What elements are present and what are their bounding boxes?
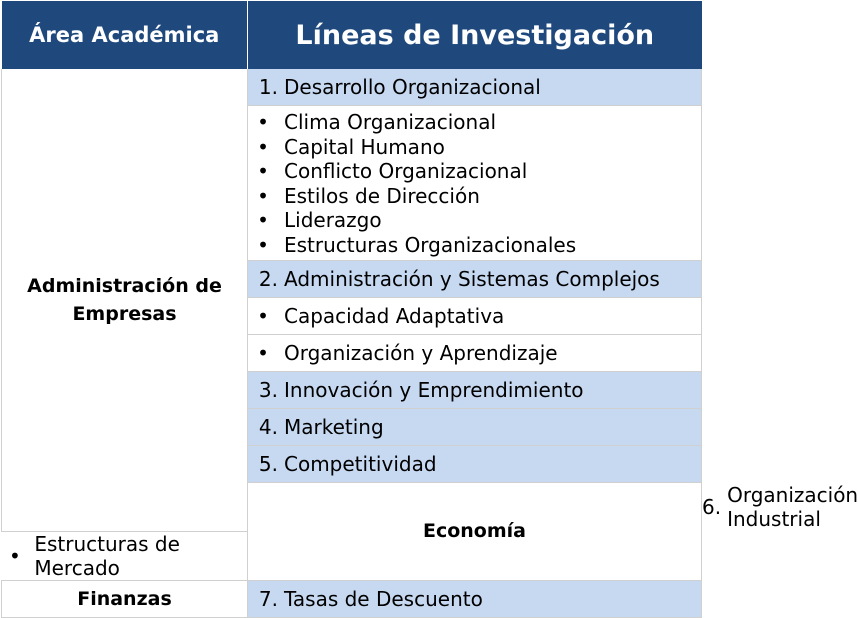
bullet-icon: • bbox=[257, 110, 269, 135]
bullet-icon: • bbox=[257, 183, 269, 208]
list-item bbox=[248, 233, 701, 258]
line-number: 2. bbox=[258, 267, 278, 291]
line-text: Tasas de Descuento bbox=[284, 586, 483, 611]
line-1 bbox=[248, 69, 702, 106]
line-number: 6. bbox=[702, 494, 722, 519]
header-area: Área Académica bbox=[2, 1, 248, 69]
line-text: Administración y Sistemas Complejos bbox=[284, 267, 660, 291]
table-row bbox=[2, 69, 702, 106]
header-lines: Líneas de Investigación bbox=[248, 1, 702, 69]
area-admin-line1: Administración de bbox=[27, 274, 222, 297]
line-2-subitem-2 bbox=[248, 335, 702, 372]
subitem-text: Organización y Aprendizaje bbox=[284, 341, 558, 365]
subitem-text: Clima Organizacional bbox=[284, 110, 497, 135]
table-row bbox=[2, 580, 702, 617]
list-item bbox=[248, 184, 701, 209]
line-number: 4. bbox=[258, 415, 278, 439]
area-admin-line2: Empresas bbox=[72, 302, 177, 325]
bullet-icon: • bbox=[257, 232, 269, 257]
bullet-icon: • bbox=[257, 208, 269, 233]
line-7 bbox=[248, 580, 702, 617]
bullet-icon: • bbox=[257, 159, 269, 184]
list-item bbox=[248, 135, 701, 160]
list-item bbox=[248, 208, 701, 233]
line-3 bbox=[248, 372, 702, 409]
research-lines-table bbox=[1, 1, 858, 618]
line-2-subitem-1 bbox=[248, 298, 702, 335]
subitem-text: Capacidad Adaptativa bbox=[284, 304, 505, 328]
line-number: 3. bbox=[258, 378, 278, 402]
subitem-text: Conflicto Organizacional bbox=[284, 159, 528, 184]
line-5 bbox=[248, 446, 702, 483]
line-2 bbox=[248, 261, 702, 298]
bullet-icon: • bbox=[257, 134, 269, 159]
subitem-text: Capital Humano bbox=[284, 134, 445, 159]
line-text: Competitividad bbox=[284, 452, 437, 476]
subitem-text: Liderazgo bbox=[284, 208, 382, 233]
bullet-icon: • bbox=[257, 341, 269, 365]
line-6-subitem-1 bbox=[2, 531, 248, 580]
line-text: Innovación y Emprendimiento bbox=[284, 378, 584, 402]
line-text: Organización Industrial bbox=[727, 482, 858, 531]
line-number: 1. bbox=[258, 75, 278, 99]
list-item bbox=[248, 110, 701, 135]
subitem-text: Estructuras de Mercado bbox=[34, 531, 180, 580]
subitem-text: Estilos de Dirección bbox=[284, 183, 480, 208]
line-number: 5. bbox=[258, 452, 278, 476]
line-4 bbox=[248, 409, 702, 446]
area-finanzas: Finanzas bbox=[2, 580, 248, 617]
line-1-subitems bbox=[248, 106, 702, 261]
bullet-icon: • bbox=[9, 543, 21, 568]
list-item bbox=[248, 159, 701, 184]
table-header-row bbox=[2, 1, 702, 69]
line-number: 7. bbox=[258, 586, 278, 611]
subitem-text: Estructuras Organizacionales bbox=[284, 232, 577, 257]
area-admin bbox=[2, 69, 248, 531]
line-text: Marketing bbox=[284, 415, 384, 439]
area-economia: Economía bbox=[248, 483, 702, 581]
bullet-icon: • bbox=[257, 304, 269, 328]
line-text: Desarrollo Organizacional bbox=[284, 75, 541, 99]
